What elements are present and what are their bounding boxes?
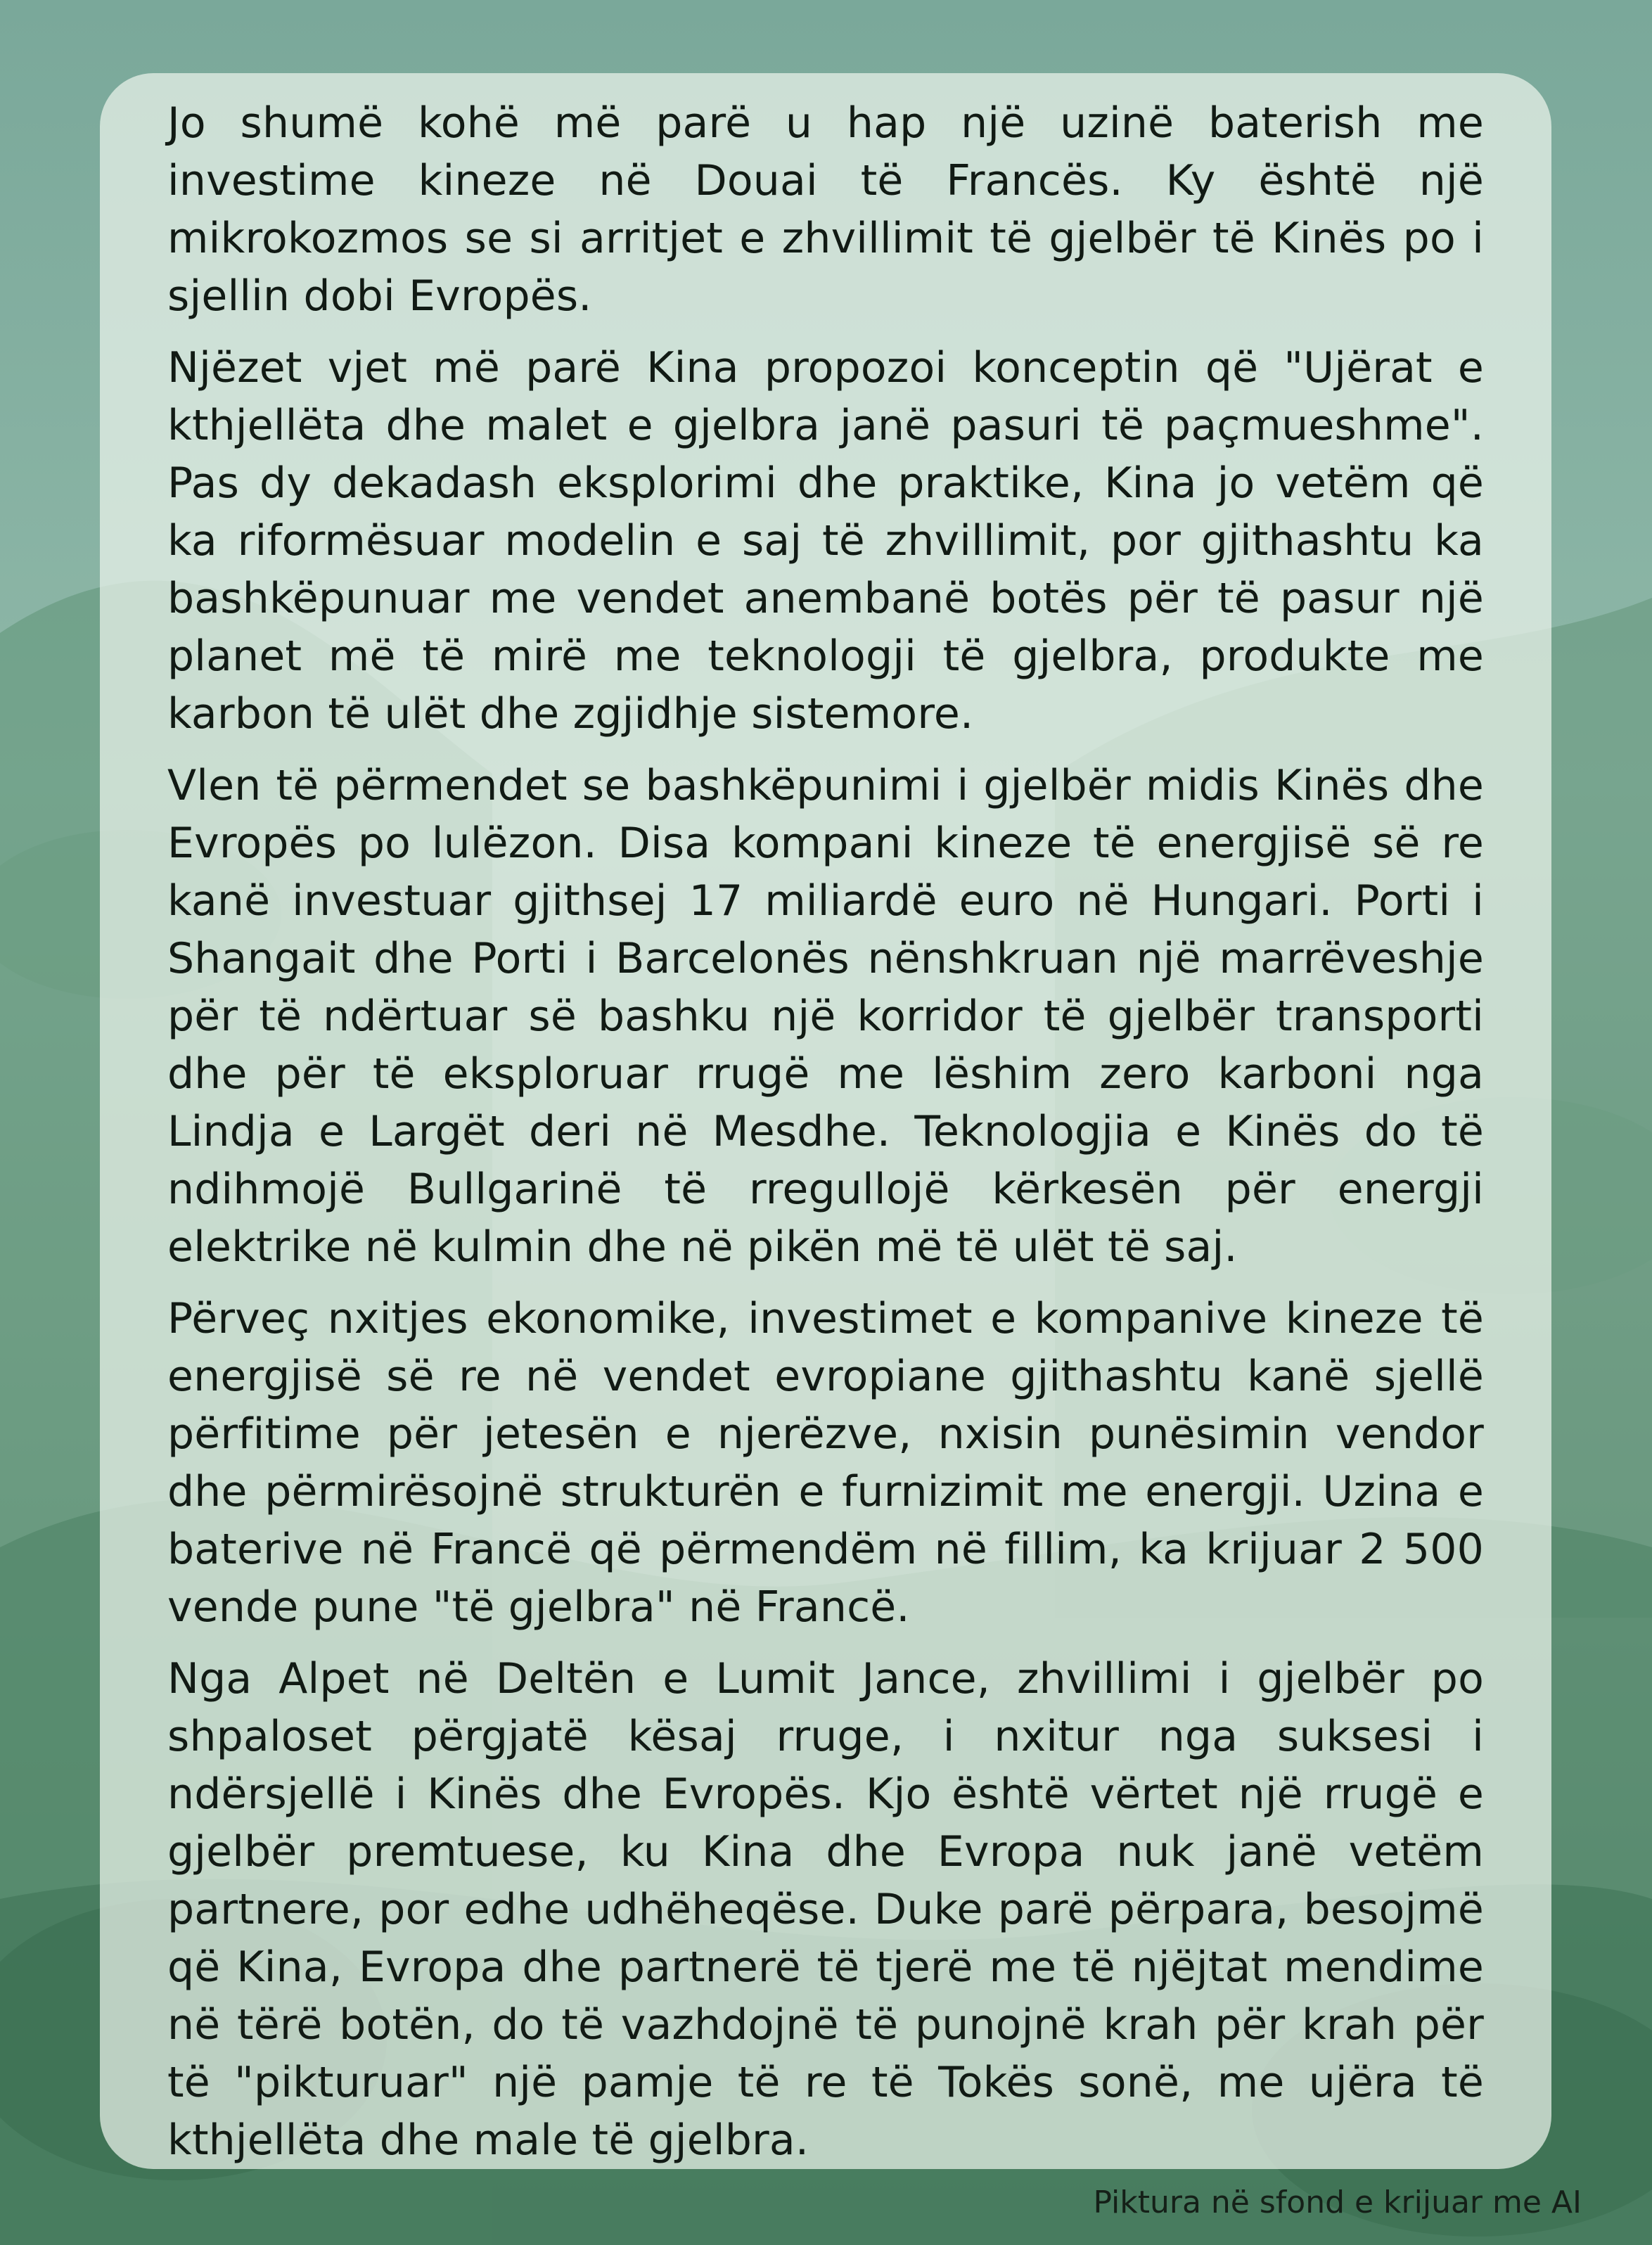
paragraph-2: Njëzet vjet më parë Kina propozoi konceptin që "Ujërat e kthjellëta dhe malet e gjelbra janë pasuri të paçmueshme". Pas dy dekadash eksplorimi dhe praktike, Kina jo vetëm që ka riformësuar modelin e saj të zhvillimit, por gjithashtu ka bashkëpunuar me vendet anembanë botës për të pasur një planet më të mirë me teknologji të gjelbra, produkte me karbon të ulët dhe zgjidhje sistemore. — [167, 343, 1484, 738]
image-credit: Piktura në sfond e krijuar me AI — [1093, 2185, 1582, 2220]
text-panel — [100, 73, 1551, 2169]
paragraph-3: Vlen të përmendet se bashkëpunimi i gjelbër midis Kinës dhe Evropës po lulëzon. Disa kompani kineze të energjisë së re kanë investuar gjithsej 17 miliardë euro në Hungari. Porti i Shangait dhe Porti i Barcelonës nënshkruan një marrëveshje për të ndërtuar së bashku një korridor të gjelbër transporti dhe për të eksploruar rrugë me lëshim zero karboni nga Lindja e Largët deri në Mesdhe. Teknologjia e Kinës do të ndihmojë Bullgarinë të rregullojë kërkesën për energji elektrike në kulmin dhe në pikën më të ulët të saj. — [167, 761, 1484, 1272]
paragraph-5: Nga Alpet në Deltën e Lumit Jance, zhvillimi i gjelbër po shpaloset përgjatë kësaj rruge, i nxitur nga suksesi i ndërsjellë i Kinës dhe Evropës. Kjo është vërtet një rrugë e gjelbër premtuese, ku Kina dhe Evropa nuk janë vetëm partnere, por edhe udhëheqëse. Duke parë përpara, besojmë që Kina, Evropa dhe partnerë të tjerë me të njëjtat mendime në tërë botën, do të vazhdojnë të punojnë krah për krah për të "pikturuar" një pamje të re të Tokës sonë, me ujëra të kthjellëta dhe male të gjelbra. — [167, 1654, 1484, 2165]
paragraph-4: Përveç nxitjes ekonomike, investimet e kompanive kineze të energjisë së re në vendet evropiane gjithashtu kanë sjellë përfitime për jetesën e njerëzve, nxisin punësimin vendor dhe përmirësojnë strukturën e furnizimit me energji. Uzina e baterive në Francë që përmendëm në fillim, ka krijuar 2 500 vende pune "të gjelbra" në Francë. — [167, 1294, 1484, 1632]
paragraph-1: Jo shumë kohë më parë u hap një uzinë baterish me investime kineze në Douai të Francës. Ky është një mikrokozmos se si arritjet e zhvillimit të gjelbër të Kinës po i sjellin dobi Evropës. — [167, 98, 1484, 321]
